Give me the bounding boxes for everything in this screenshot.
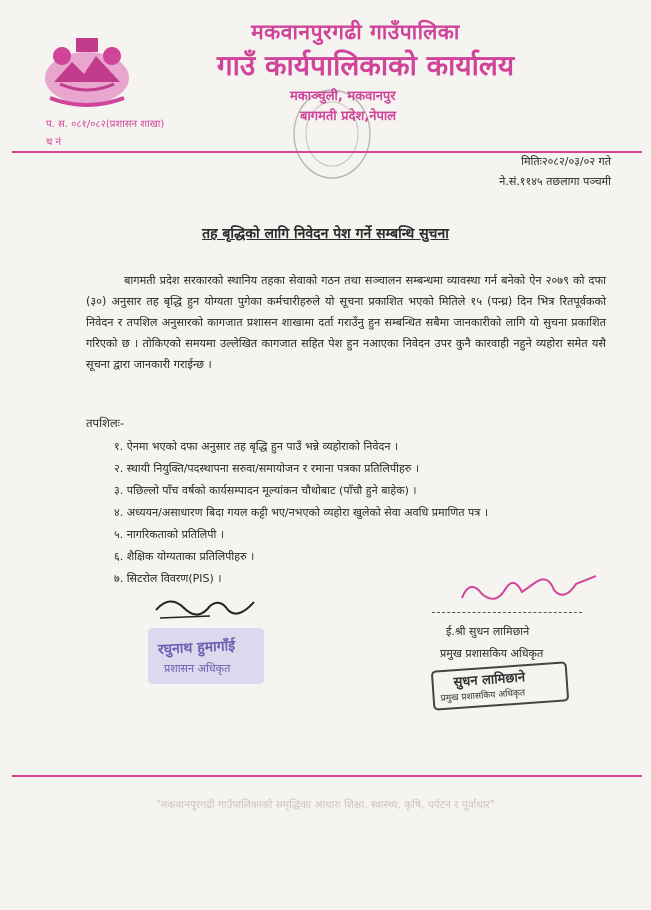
office-name: गाउँ कार्यपालिकाको कार्यालय: [216, 49, 515, 82]
list-item: ६. शैक्षिक योग्यताका प्रतिलिपीहरु ।: [114, 550, 255, 563]
left-stamp-title: प्रशासन अधिकृत: [164, 662, 231, 675]
date: मितिः२०८२/०३/०२ गते: [521, 155, 611, 168]
list-item: ७. सिटरोल विवरण(PIS) ।: [114, 572, 222, 585]
left-signature-icon: [150, 590, 260, 626]
left-stamp-name: रघुनाथ हुमागाँई: [157, 637, 236, 659]
tapashil-label: तपशिलः-: [86, 416, 125, 430]
list-item: ४. अध्ययन/असाधारण बिदा गयल कट्टी भए/नभएको व्यहोरा खुलेको सेवा अवधि प्रमाणित पत्र ।: [114, 506, 489, 519]
right-stamp: [431, 661, 569, 710]
org-name: मकवानपुरगढी गाउँपालिका: [251, 20, 460, 44]
left-stamp: [148, 628, 264, 684]
list-item: २. स्थायी नियुक्ति/पदस्थापना सरुवा/समायोजन र रमाना पत्रका प्रतिलिपीहरु ।: [114, 462, 420, 475]
address-line1: मकाञ्चुली, मकवानपुर: [290, 89, 396, 104]
notice-body: बागमती प्रदेश सरकारको स्थानिय तहका सेवाको गठन तथा सञ्चालन सम्बन्धमा व्यावस्था गर्न बनेको ऐन २०७९ को दफा (३०) अनुसार तह बृद्धि हुन योग्यता पुगेका कर्मचारीहरुले यो सूचना प्रकाशित भएको मितिले १५ (पन्ध्र) दिन भित्र रितपूर्वकको निवेदन र तपशिल अनुसारको कागजात प्रशासन शाखामा दर्ता गराउँनु हुन सम्बन्धित सबैमा जानकारीको लागि यो सुचना प्रकाशित गरिएको छ । तोकिएको समयमा उल्लेखित कागजात सहित पेश हुन नआएका निवेदन उपर कुनै कारवाही नहुने व्यहोरा समेत यसै सूचना द्वारा जानकारी गराईन्छ ।: [86, 274, 606, 371]
signature-line: [432, 612, 582, 615]
right-stamp-name: सुधन लामिछाने: [453, 670, 526, 691]
subject: [0, 224, 651, 243]
dispatch-number: च नं: [46, 137, 62, 148]
nepal-sambat-date: ने.सं.११४५ तछलागा पञ्चमी: [499, 175, 611, 188]
tapashil-list: [114, 436, 488, 590]
reference-number: प. स. ०८१/०८२(प्रशासन शाखा): [46, 119, 165, 130]
officer-title: प्रमुख प्रशासकिय अधिकृत: [440, 647, 544, 660]
subject-text: तह बृद्धिको लागि निवेदन पेश गर्ने सम्बन्धि सुचना: [202, 226, 449, 242]
right-stamp-title: प्रमुख प्रशासकिय अधिकृत: [440, 688, 526, 705]
officer-name: ई.श्री सुधन लामिछाने: [446, 625, 530, 638]
footer-divider: [12, 775, 642, 777]
list-item: ५. नागरिकताको प्रतिलिपी ।: [114, 528, 225, 541]
list-item: ३. पछिल्लो पाँच वर्षको कार्यसम्पादन मूल्यांकन चौथोबाट (पाँचौ हुने बाहेक) ।: [114, 484, 417, 497]
right-signature-icon: [456, 568, 606, 612]
date-block: [499, 152, 611, 192]
address-line2: बागमती प्रदेश,नेपाल: [300, 109, 397, 124]
list-item: १. ऐनमा भएको दफा अनुसार तह बृद्धि हुन पाउँ भन्ने व्यहोराको निवेदन ।: [114, 440, 399, 453]
footer-motto: "मकवानपुरगढी गाउँपालिकाको समृद्धिका आधारः शिक्षा, स्वास्थ्य, कृषि, पर्यटन र पूर्वाधार": [156, 799, 495, 811]
